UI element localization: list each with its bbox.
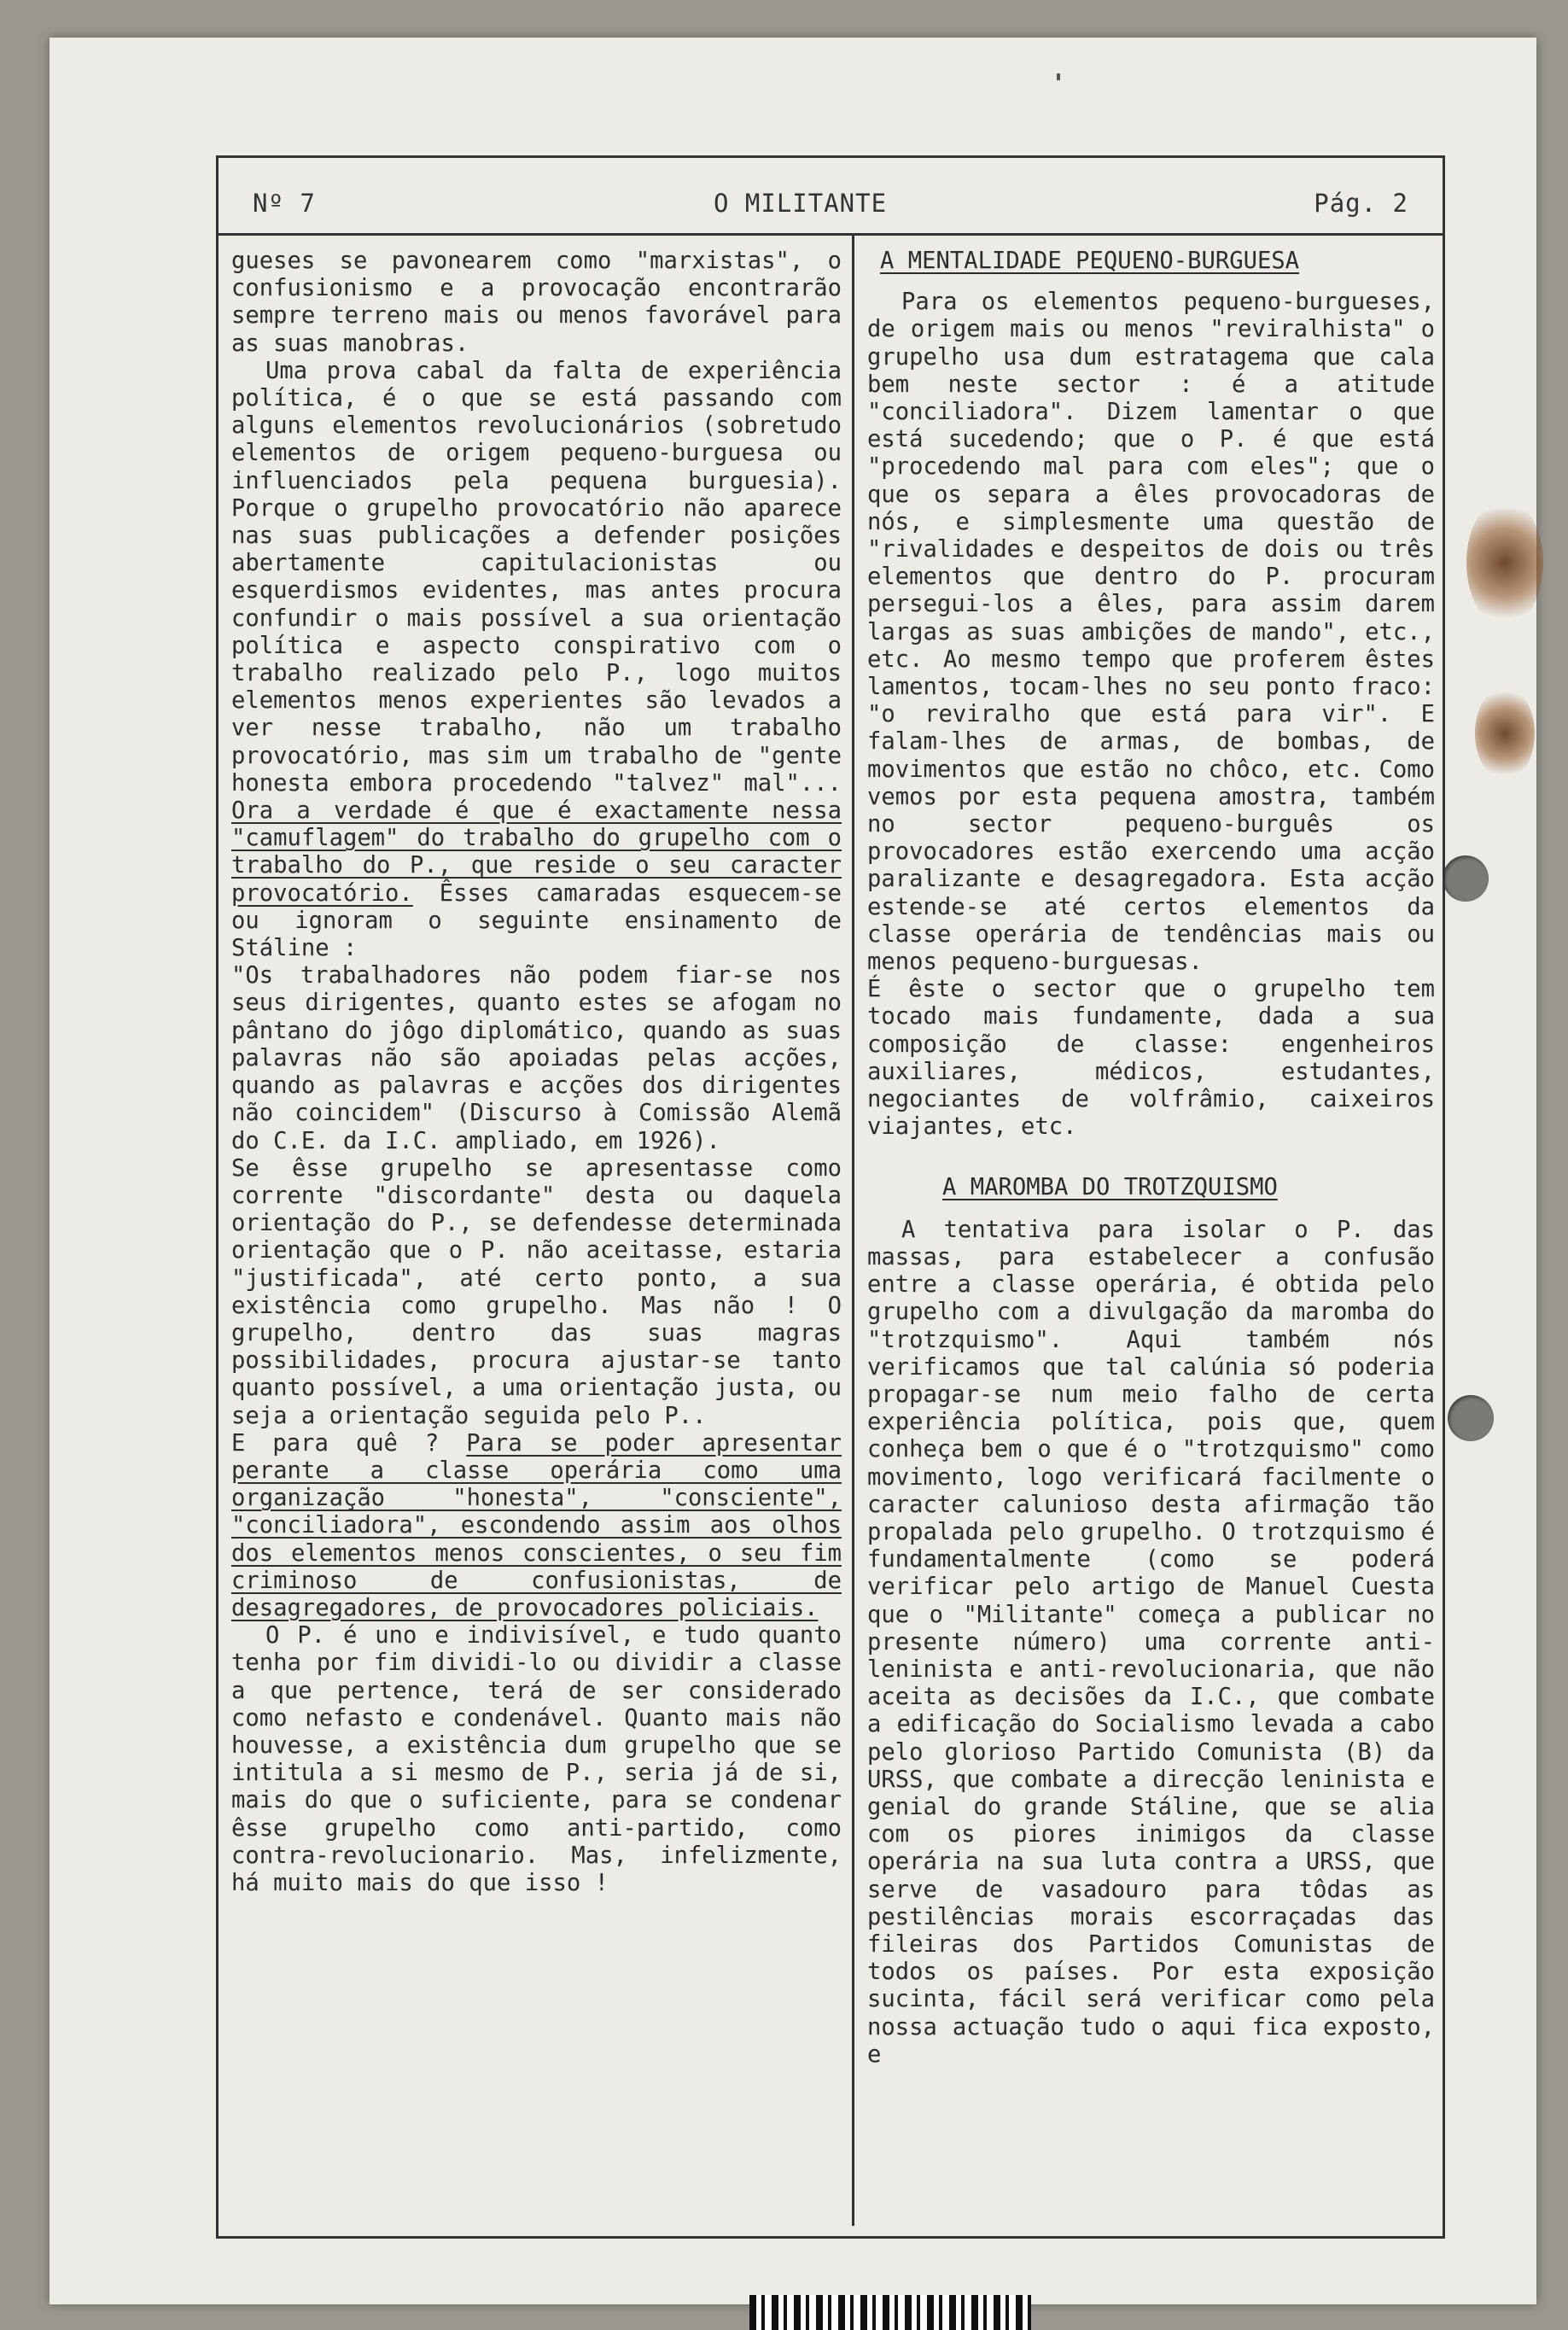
section-title: A MAROMBA DO TROTZQUISMO — [942, 1173, 1278, 1200]
paragraph: Para os elementos pequeno-burgueses, de origem mais ou menos "reviralhista" o grupelho usa dum estratagema que cala bem neste sector : é a atitude "conciliadora". Dizem lamentar o que está sucedendo; que o P. é que está "procedendo mal para com eles"; que o que os separa a êles provocadoras de nós, e simplesmente uma questão de "rivalidades e despeitos de dois ou três elementos que dentro do P. procuram persegui-los a êles, para assim darem largas as suas ambições de mando", etc., etc. Ao mesmo tempo que proferem êstes lamentos, tocam-lhes no seu ponto fraco: "o reviralho que está para vir". E falam-lhes de armas, de bombas, de movimentos que estão no chôco, etc. Como vemos por esta pequena amostra, também no sector pequeno-burguês os provocadores estão exercendo uma acção paralizante e desagregadora. Esta acção estende-se até certos elementos da classe operária de tendências mais ou menos pequeno-burguesas. — [867, 289, 1435, 976]
header-rule — [219, 233, 1443, 236]
paragraph: Se êsse grupelho se apresentasse como corrente "discordante" desta ou daquela orientação do P., se defendesse determinada orientação que o P. não aceitasse, estaria "justificada", até certo ponto, a sua existência como grupelho. Mas não ! O grupelho, dentro das suas magras possibilidades, procura ajustar-se tanto quanto possível, a uma orientação justa, ou seja a orientação seguida pelo P.. — [231, 1154, 842, 1429]
left-column — [231, 248, 842, 1897]
paragraph — [231, 358, 842, 962]
underlined-text: Para se poder apresentar perante a classe operária como uma organização "honesta", "consciente", "conciliadora", escondendo assim aos olhos dos elementos menos conscientes, o seu fim criminoso de confusionistas, de desagregadores, de provocadores policiais. — [231, 1429, 842, 1621]
paragraph: O P. é uno e indivisível, e tudo quanto tenha por fim dividi-lo ou dividir a classe a que pertence, terá de ser considerado como nefasto e condenável. Quanto mais não houvesse, a existência dum grupelho que se intitula a si mesmo de P., seria já de si, mais do que o suficiente, para se condenar êsse grupelho como anti-partido, como contra-revolucionario. Mas, infelizmente, há muito mais do que isso ! — [231, 1622, 842, 1896]
burn-stain — [1475, 686, 1535, 780]
paragraph-text: Êsses camaradas esquecem-se ou ignoram o seguinte ensinamento de Stáline : — [231, 879, 842, 962]
paragraph — [231, 1430, 842, 1622]
underlined-text: Ora a verdade é que é exactamente nessa "camuflagem" do trabalho do grupelho com o trabalho do P., que reside o seu caracter provocatório. — [231, 797, 842, 907]
quote: "Os trabalhadores não podem fiar-se nos seus dirigentes, quanto estes se afogam no pântano do jôgo diplomático, quando as suas palavras não são apoiadas pelas acções, quando as palavras e acções dos dirigentes não coincidem" (Discurso à Comissão Alemã do C.E. da I.C. ampliado, em 1926). — [231, 962, 842, 1154]
page-frame — [216, 155, 1445, 2239]
document-sheet — [50, 38, 1536, 2304]
section-title: A MENTALIDADE PEQUENO-BURGUESA — [880, 248, 1300, 274]
paragraph-text: E para quê ? — [231, 1429, 440, 1457]
staple-mark — [1057, 73, 1060, 80]
issue-number: Nº 7 — [253, 189, 316, 218]
paragraph: gueses se pavonearem como "marxistas", o confusionismo e a provocação encontrarão sempre terreno mais ou menos favorável para as suas manobras. — [231, 248, 842, 357]
column-divider — [852, 233, 854, 2226]
burn-stain — [1466, 499, 1543, 627]
punch-hole — [1443, 856, 1489, 902]
page-number: Pág. 2 — [1314, 189, 1408, 218]
newspaper-title: O MILITANTE — [714, 189, 888, 218]
paragraph: É êste o sector que o grupelho tem tocado mais fundamente, dada a sua composição de classe: engenheiros auxiliares, médicos, estudantes, negociantes de volfrâmio, caixeiros viajantes, etc. — [867, 976, 1435, 1141]
punch-hole — [1448, 1395, 1494, 1441]
paragraph: A tentativa para isolar o P. das massas, para estabelecer a confusão entre a classe operária, é obtida pelo grupelho com a divulgação da maromba do "trotzquismo". Aqui também nós verificamos que tal calúnia só poderia propagar-se num meio falho de certa experiência política, pois que, quem conheça bem o que é o "trotzquismo" como movimento, logo verificará facilmente o caracter calunioso desta afirmação tão propalada pelo grupelho. O trotzquismo é fundamentalmente (como se poderá verificar pelo artigo de Manuel Cuesta que o "Militante" começa a publicar no presente número) uma corrente anti-leninista e anti-revolucionaria, que não aceita as decisões da I.C., que combate a edificação do Socialismo levada a cabo pelo glorioso Partido Comunista (B) da URSS, que combate a direcção leninista e genial do grande Stáline, que se alia com os piores inimigos da classe operária na sua luta contra a URSS, que serve de vasadouro para tôdas as pestilências morais escorraçadas das fileiras dos Partidos Comunistas de todos os países. Por esta exposição sucinta, fácil será verificar como pela nossa actuação tudo o aqui fica exposto, e — [867, 1216, 1435, 2068]
paragraph-text: Uma prova cabal da falta de experiência política, é o que se está passando com alguns elementos revolucionários (sobretudo elementos de origem pequeno-burguesa ou influenciados pela pequena burguesia). Porque o grupelho provocatório não aparece nas suas publicações a defender posições abertamente capitulacionistas ou esquerdismos evidentes, mas antes procura confundir o mais possível a sua orientação política e aspecto conspirativo com o trabalho realizado pelo P., logo muitos elementos menos experientes são levados a ver nesse trabalho, não um trabalho provocatório, mas sim um trabalho de "gente honesta embora procedendo "talvez" mal"... — [231, 357, 842, 797]
scan-calibration-strip — [749, 2295, 1031, 2330]
right-column — [867, 248, 1435, 2069]
